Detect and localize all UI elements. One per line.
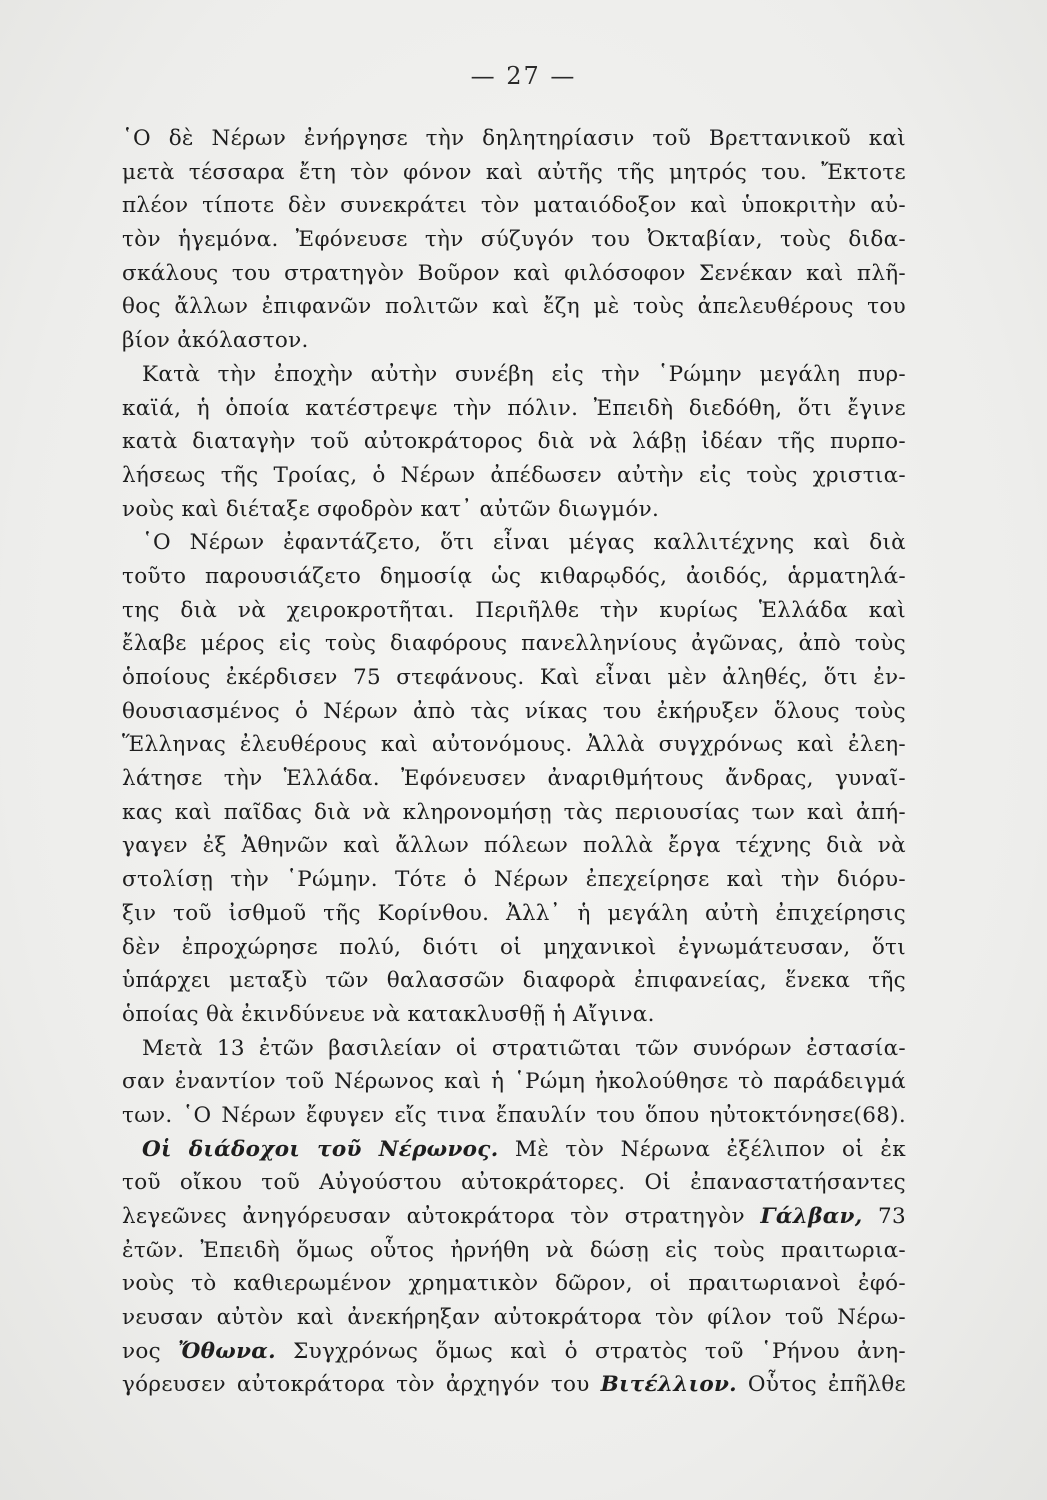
text-line (122, 829, 906, 863)
text-segment: ἔλαβε μέρος εἰς τοὺς διαφόρους πανελληνίους ἀγῶνας, ἀπὸ τοὺς (122, 631, 906, 657)
text-segment: λεγεῶνες ἀνηγόρευσαν αὐτοκράτορα τὸν στρατηγὸν (122, 1204, 761, 1229)
text-line (122, 1099, 906, 1133)
text-segment: στολίσῃ τὴν ῾Ρώμην. Τότε ὁ Νέρων ἐπεχείρησε καὶ τὴν διόρυ- (122, 867, 906, 893)
text-segment: ὑπάρχει μεταξὺ τῶν θαλασσῶν διαφορὰ ἐπιφανείας, ἕνεκα τῆς (122, 968, 906, 994)
text-line (122, 594, 906, 628)
emphasized-text: Ὄθωνα. (178, 1338, 276, 1364)
text-segment: τὸν ἡγεμόνα. Ἐφόνευσε τὴν σύζυγόν του Ὀκταβίαν, τοὺς διδα- (122, 227, 906, 253)
text-line (122, 762, 906, 796)
text-segment: Μὲ τὸν Νέρωνα ἐξέλιπον οἱ ἐκ (498, 1136, 906, 1162)
text-line (122, 931, 906, 965)
text-segment: τοῦτο παρουσιάζετο δημοσίᾳ ὡς κιθαρῳδός, ἀοιδός, ἁρματηλά- (122, 563, 906, 589)
text-segment: σαν ἐναντίον τοῦ Νέρωνος καὶ ἡ ῾Ρώμη ἠκολούθησε τὸ παράδειγμά (122, 1069, 906, 1095)
text-line (122, 1301, 906, 1335)
text-segment: δὲν ἐπροχώρησε πολύ, διότι οἱ μηχανικοὶ ἐγνωμάτευσαν, ὅτι (122, 934, 906, 960)
text-line (122, 392, 906, 426)
text-segment: σκάλους του στρατηγὸν Βοῦρον καὶ φιλόσοφον Σενέκαν καὶ πλῆ- (122, 260, 906, 286)
text-segment: Ἕλληνας ἐλευθέρους καὶ αὐτονόμους. Ἀλλὰ συγχρόνως καὶ ἐλεη- (122, 732, 906, 758)
text-line (122, 257, 906, 291)
text-line (122, 1166, 906, 1200)
text-line (122, 493, 906, 527)
text-segment: θος ἄλλων ἐπιφανῶν πολιτῶν καὶ ἔζη μὲ τοὺς ἀπελευθέρους του (122, 294, 906, 320)
text-segment: λάτησε τὴν Ἑλλάδα. Ἐφόνευσεν ἀναριθμήτους ἄνδρας, γυναῖ- (122, 766, 906, 792)
text-line (122, 459, 906, 493)
text-line (122, 1267, 906, 1301)
text-line (122, 1200, 906, 1234)
text-segment: ξιν τοῦ ἰσθμοῦ τῆς Κορίνθου. Ἀλλ᾽ ἡ μεγάλη αὐτὴ ἐπιχείρησις (122, 900, 906, 926)
text-line (122, 863, 906, 897)
text-segment: Κατὰ τὴν ἐποχὴν αὐτὴν συνέβη εἰς τὴν ῾Ρώμην μεγάλη πυρ- (142, 361, 906, 387)
body-text (122, 122, 906, 1402)
text-segment: κατὰ διαταγὴν τοῦ αὐτοκράτορος διὰ νὰ λάβῃ ἰδέαν τῆς πυρπο- (122, 429, 906, 455)
emphasized-text: Βιτέλλιον. (600, 1372, 737, 1398)
text-line (122, 998, 906, 1032)
text-line (122, 695, 906, 729)
text-segment: της διὰ νὰ χειροκροτῆται. Περιῆλθε τὴν κυρίως Ἑλλάδα καὶ (122, 597, 906, 623)
text-segment: θουσιασμένος ὁ Νέρων ἀπὸ τὰς νίκας του ἐκήρυξεν ὅλους τοὺς (122, 698, 906, 724)
text-line (122, 560, 906, 594)
text-segment: ὁποίους ἐκέρδισεν 75 στεφάνους. Καὶ εἶναι μὲν ἀληθές, ὅτι ἐν- (122, 665, 906, 690)
text-line (122, 122, 906, 156)
text-segment: Μετὰ 13 ἐτῶν βασιλείαν οἱ στρατιῶται τῶν συνόρων ἐστασία- (142, 1035, 906, 1061)
text-segment: μετὰ τέσσαρα ἔτη τὸν φόνον καὶ αὐτῆς τῆς μητρός του. Ἔκτοτε (122, 159, 906, 185)
text-line (122, 290, 906, 324)
text-segment: τοῦ οἴκου τοῦ Αὐγούστου αὐτοκράτορες. Οἱ ἐπαναστατήσαντες (122, 1170, 906, 1196)
text-segment: ὁποίας θὰ ἐκινδύνευε νὰ κατακλυσθῇ ἡ Αἴγινα. (122, 1001, 655, 1027)
text-line (122, 358, 906, 392)
emphasized-text: Οἱ διάδοχοι τοῦ Νέρωνος. (142, 1136, 499, 1162)
page-number: — 27 — (470, 62, 577, 90)
text-segment: νευσαν αὐτὸν καὶ ἀνεκήρηξαν αὐτοκράτορα τὸν φίλον τοῦ Νέρω- (122, 1305, 906, 1331)
text-line (122, 526, 906, 560)
text-line (122, 964, 906, 998)
text-line (122, 1234, 906, 1268)
text-segment: γόρευσεν αὐτοκράτορα τὸν ἀρχηγόν του (122, 1372, 601, 1398)
text-segment: των. ῾Ο Νέρων ἔφυγεν εἴς τινα ἔπαυλίν του ὅπου ηὐτοκτόνησε(68). (122, 1102, 906, 1128)
text-segment: ῾Ο δὲ Νέρων ἐνήργησε τὴν δηλητηρίασιν τοῦ Βρεττανικοῦ καὶ (122, 126, 906, 151)
text-segment: Συγχρόνως ὅμως καὶ ὁ στρατὸς τοῦ ῾Ρήνου ἀνη- (275, 1338, 906, 1364)
text-line (122, 156, 906, 190)
text-line (122, 223, 906, 257)
text-line (122, 1368, 906, 1402)
text-segment: κας καὶ παῖδας διὰ νὰ κληρονομήσῃ τὰς περιουσίας των καὶ ἀπή- (122, 799, 906, 825)
text-segment: 73 (862, 1204, 906, 1229)
emphasized-text: Γάλβαν, (760, 1204, 863, 1229)
text-line (122, 1032, 906, 1066)
text-segment: νος (122, 1338, 179, 1364)
text-line (122, 189, 906, 223)
text-segment: καϊά, ἡ ὁποία κατέστρεψε τὴν πόλιν. Ἐπειδὴ διεδόθη, ὅτι ἔγινε (122, 395, 906, 421)
text-line (122, 1133, 906, 1167)
text-segment: Οὗτος ἐπῆλθε (736, 1372, 906, 1398)
text-segment: λήσεως τῆς Τροίας, ὁ Νέρων ἀπέδωσεν αὐτὴν εἰς τοὺς χριστια- (122, 462, 906, 488)
text-segment: γαγεν ἐξ Ἀθηνῶν καὶ ἄλλων πόλεων πολλὰ ἔργα τέχνης διὰ νὰ (122, 833, 906, 859)
text-line (122, 661, 906, 695)
text-line (122, 425, 906, 459)
text-segment: νοὺς καὶ διέταξε σφοδρὸν κατ᾽ αὐτῶν διωγμόν. (122, 496, 660, 522)
text-line (122, 1065, 906, 1099)
text-segment: πλέον τίποτε δὲν συνεκράτει τὸν ματαιόδοξον καὶ ὑποκριτὴν αὐ- (122, 193, 906, 219)
text-segment: ῾Ο Νέρων ἐφαντάζετο, ὅτι εἶναι μέγας καλλιτέχνης καὶ διὰ (142, 530, 906, 556)
text-segment: νοὺς τὸ καθιερωμένον χρηματικὸν δῶρον, οἱ πραιτωριανοὶ ἐφό- (122, 1271, 906, 1297)
text-line (122, 324, 906, 358)
text-line (122, 796, 906, 830)
text-segment: βίον ἀκόλαστον. (122, 328, 309, 354)
text-line (122, 897, 906, 931)
text-line (122, 627, 906, 661)
text-line (122, 1335, 906, 1369)
text-segment: ἐτῶν. Ἐπειδὴ ὅμως οὗτος ἠρνήθη νὰ δώσῃ εἰς τοὺς πραιτωρια- (122, 1237, 906, 1263)
text-line (122, 728, 906, 762)
